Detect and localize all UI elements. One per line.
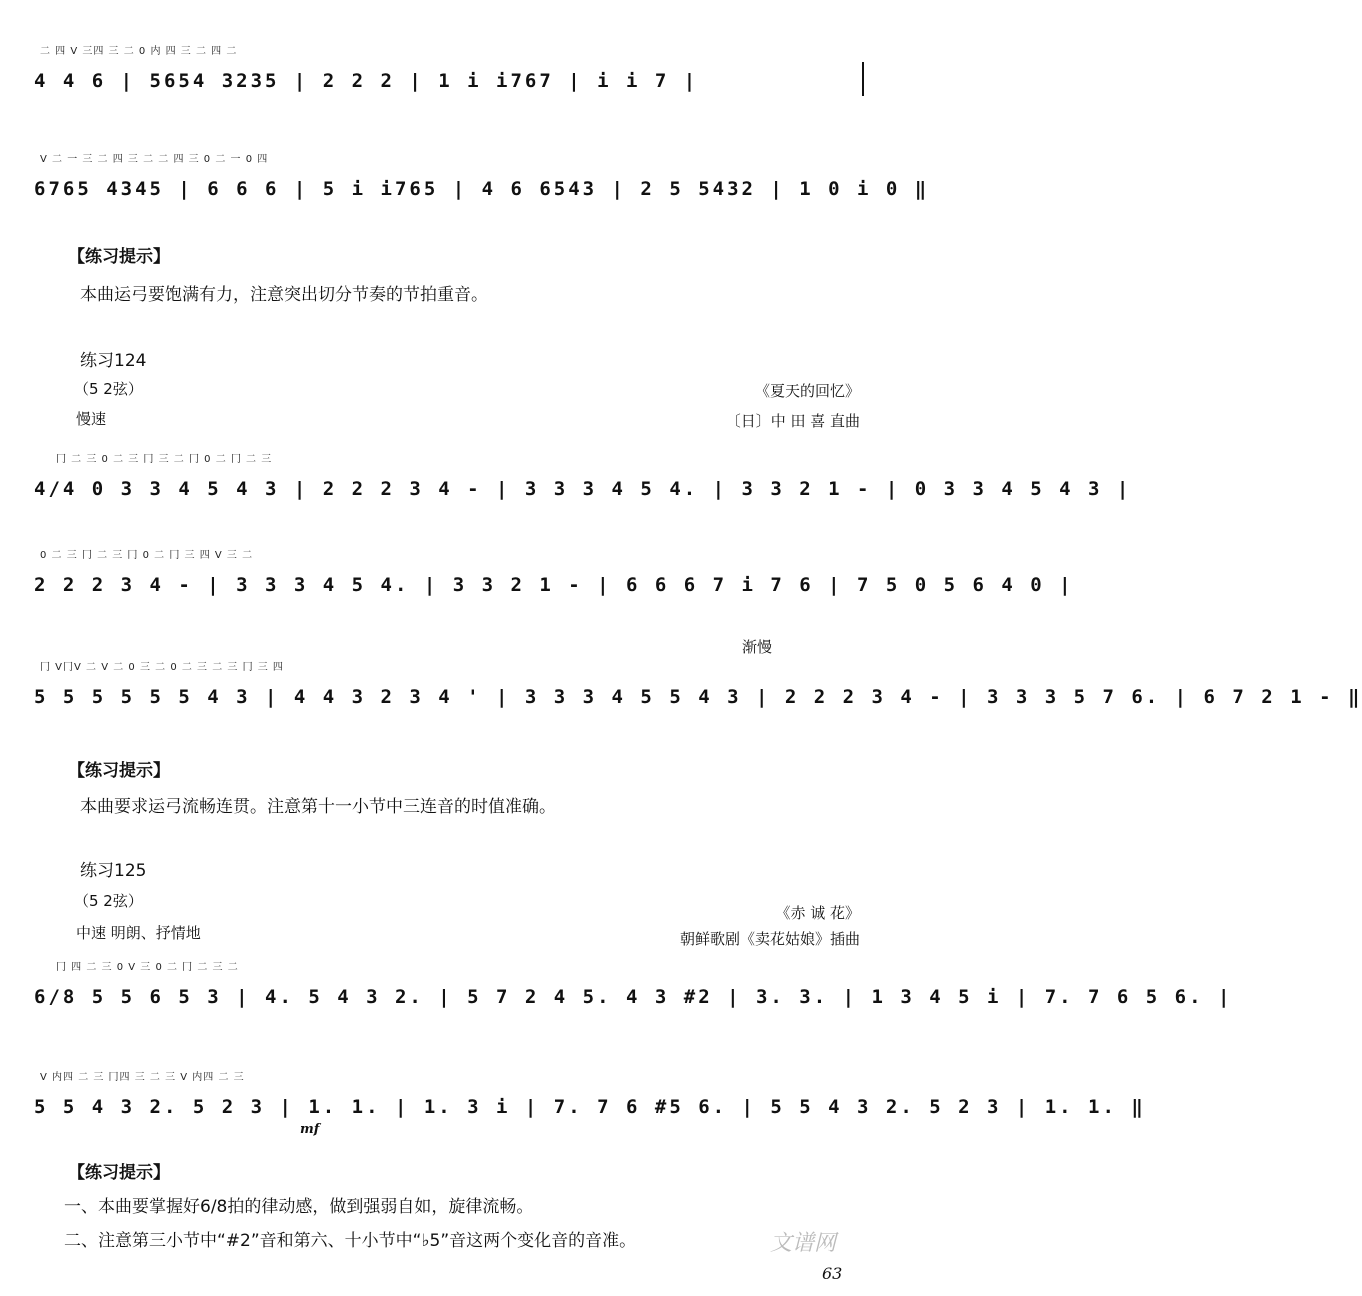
composer: 〔日〕中 田 喜 直曲 [725,412,860,430]
tip-heading: 【练习提示】 [68,247,170,267]
jianpu-notes: 4/4 0 3 3 4 5 4 3 | 2 2 2 3 4 - | 3 3 3 4 5 4. | 3 3 2 1 - | 0 3 3 4 5 4 3 | [34,478,1132,500]
bowing-marks: 二 四 V 三四 三 二 0 内 四 三 二 四 二 [40,46,238,57]
bowing-marks: 冂 二 三 0 二 三 冂 三 二 冂 0 二 冂 二 三 [56,454,273,465]
exercise-title: 练习125 [80,861,147,881]
barline [862,62,864,96]
tip-heading: 【练习提示】 [68,761,170,781]
staff-top-2 [0,148,930,218]
jianpu-notes: 5 5 4 3 2. 5 2 3 | 1. 1. | 1. 3 i | 7. 7 6 #5 6. | 5 5 4 3 2. 5 2 3 | 1. 1. ‖ [34,1096,1146,1118]
staff-top-1 [0,40,900,110]
tip-line-2: 二、注意第三小节中“#2”音和第六、十小节中“♭5”音这两个变化音的音准。 [64,1231,637,1251]
staff-125-1 [0,956,1233,1026]
bowing-marks: 冂 V冂V 二 V 二 0 三 二 0 二 三 二 三 冂 三 四 [40,662,284,673]
bowing-marks: V 二 一 三 二 四 三 二 二 四 三 0 二 一 0 四 [40,154,269,165]
tempo-marking: 中速 明朗、抒情地 [76,924,201,942]
jianpu-notes: 2 2 2 3 4 - | 3 3 3 4 5 4. | 3 3 2 1 - | 6 6 6 7 i 7 6 | 7 5 0 5 6 4 0 | [34,574,1074,596]
jianpu-notes: 6765 4345 | 6 6 6 | 5 i i765 | 4 6 6543 | 2 5 5432 | 1 0 i 0 ‖ [34,178,930,200]
dynamic-marking: mf [300,1122,320,1137]
jianpu-notes: 5 5 5 5 5 5 4 3 | 4 4 3 2 3 4 ' | 3 3 3 4 5 5 4 3 | 2 2 2 3 4 - | 3 3 3 5 7 6. | 6 7 2 1 - ‖ [34,686,1362,708]
watermark: 文谱网 [770,1231,837,1256]
jianpu-notes: 6/8 5 5 6 5 3 | 4. 5 4 3 2. | 5 7 2 4 5. 4 3 #2 | 3. 3. | 1 3 4 5 i | 7. 7 6 5 6. | [34,986,1233,1008]
bowing-marks: 冂 四 二 三 0 V 三 0 二 冂 二 三 二 [56,962,239,973]
staff-124-2 [0,544,1074,614]
exercise-title: 练习124 [80,351,147,371]
staff-125-2 [0,1066,1146,1137]
jianpu-notes: 4 4 6 | 5654 3235 | 2 2 2 | 1 i i767 | i i 7 | [34,70,699,92]
bowing-marks: 0 二 三 冂 二 三 冂 0 二 冂 三 四 V 三 二 [40,550,254,561]
bowing-marks: V 内四 二 三 冂四 三 二 三 V 内四 二 三 [40,1072,245,1083]
tip-text: 本曲运弓要饱满有力，注意突出切分节奏的节拍重音。 [80,285,488,305]
tip-heading: 【练习提示】 [68,1163,170,1183]
page-number: 63 [822,1264,843,1283]
staff-124-1 [0,448,1132,518]
string-tuning: （5 2弦） [74,380,143,398]
string-tuning: （5 2弦） [74,892,143,910]
song-title: 《赤 诚 花》 [775,904,860,922]
song-title: 《夏天的回忆》 [754,382,860,400]
staff-124-3 [0,656,1362,726]
tempo-change-mark: 渐慢 [742,638,773,656]
tip-line-1: 一、本曲要掌握好6/8拍的律动感，做到强弱自如，旋律流畅。 [64,1197,534,1217]
tempo-marking: 慢速 [76,410,107,428]
tip-text: 本曲要求运弓流畅连贯。注意第十一小节中三连音的时值准确。 [80,797,556,817]
song-source: 朝鲜歌剧《卖花姑娘》插曲 [679,930,860,948]
